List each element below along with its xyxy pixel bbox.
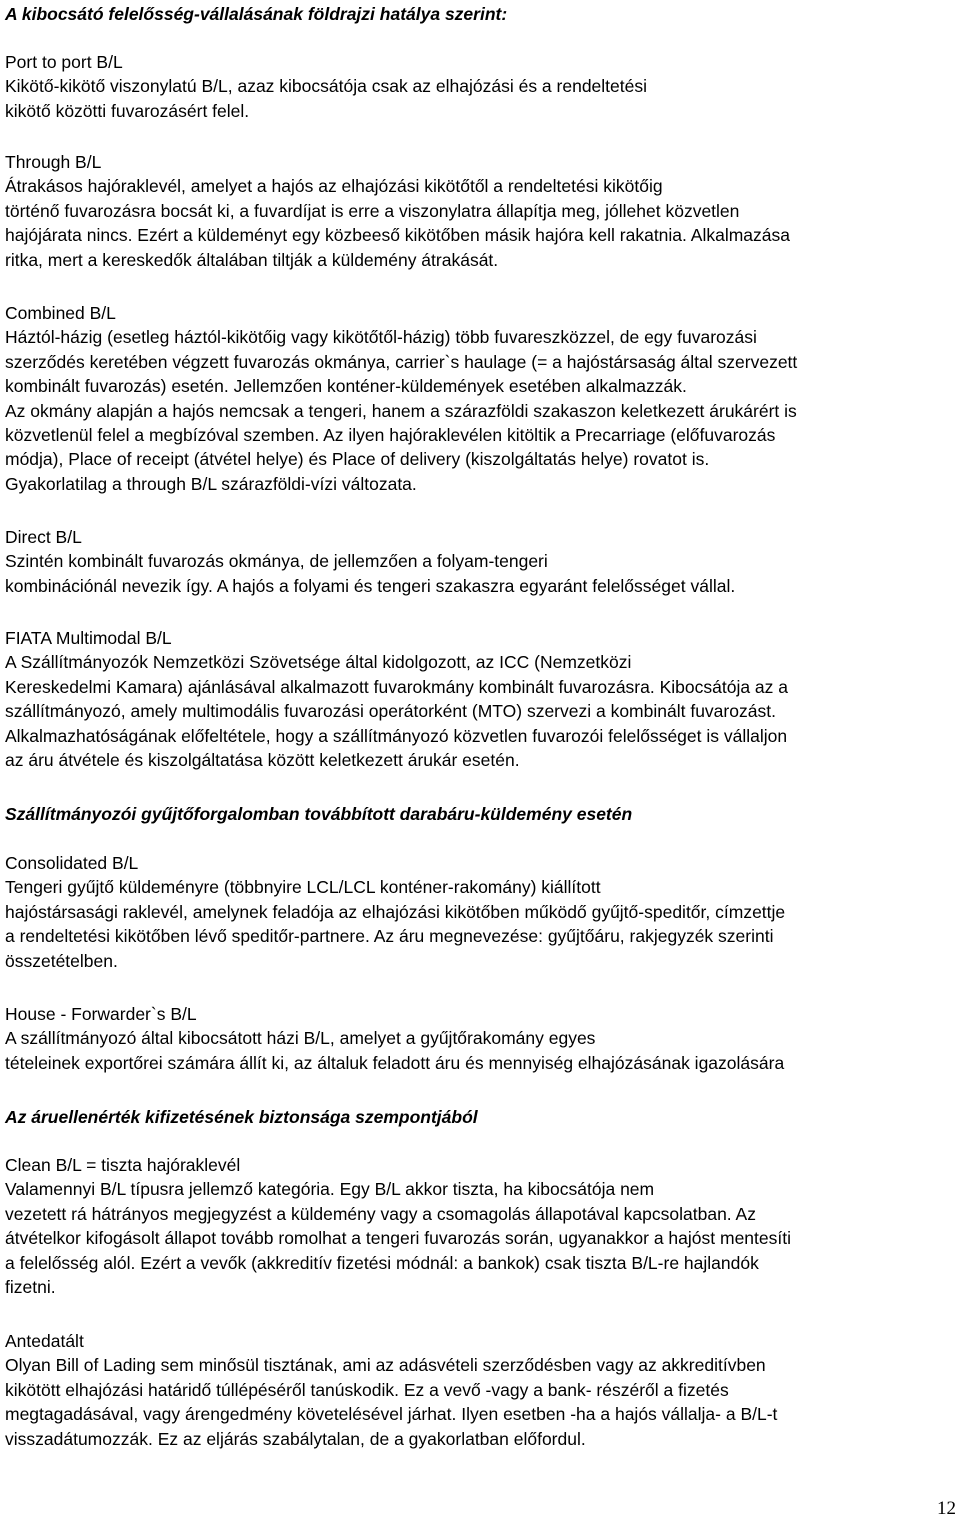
text-line: Kikötő-kikötő viszonylatú B/L, azaz kibocsátója csak az elhajózási és a rendeltetési <box>5 76 647 97</box>
text-line: fizetni. <box>5 1277 56 1298</box>
page-number: 12 <box>937 1498 956 1519</box>
text-line: kombinációnál nevezik így. A hajós a folyami és tengeri szakaszra egyaránt felelősséget vállal. <box>5 575 736 596</box>
text-line: A szállítmányozó által kibocsátott házi B/L, amelyet a gyűjtőrakomány egyes <box>5 1028 596 1049</box>
text-line: kikötött elhajózási határidő túllépéséről tanúskodik. Ez a vevő -vagy a bank- részéről a fizetés <box>5 1379 729 1400</box>
text-line: kombinált fuvarozás) esetén. Jellemzően konténer-küldemények esetében alkalmazzák. <box>5 376 687 397</box>
text-line: hajóstársasági raklevél, amelynek feladója az elhajózási kikötőben működő gyűjtő-speditőr, címzettje <box>5 901 786 922</box>
block-title: Consolidated B/L <box>5 853 139 873</box>
block-title: Combined B/L <box>5 303 116 323</box>
section-heading-payment-security: Az áruellenérték kifizetésének biztonsága szempontjából <box>5 1107 478 1127</box>
text-line: Olyan Bill of Lading sem minősül tisztának, ami az adásvételi szerződésben vagy az akkreditívben <box>5 1355 766 1376</box>
text-line: a rendeltetési kikötőben lévő speditőr-partnere. Az áru megnevezése: gyűjtőáru, rakjegyzék szerinti <box>5 926 774 947</box>
block-combined <box>5 301 797 496</box>
block-antedated <box>5 1329 777 1451</box>
text-line: történő fuvarozásra bocsát ki, a fuvardíjat is erre a viszonylatra állapítja meg, jóllehet közvetlen <box>5 200 740 221</box>
block-title: House - Forwarder`s B/L <box>5 1004 197 1024</box>
text-line: ritka, mert a kereskedők általában tiltják a küldemény átrakását. <box>5 249 499 270</box>
text-line: az áru átvétele és kiszolgáltatása között keletkezett árukár esetén. <box>5 750 520 771</box>
text-line: Gyakorlatilag a through B/L szárazföldi-vízi változata. <box>5 473 417 494</box>
text-line: közvetlenül felel a megbízóval szemben. Az ilyen hajóraklevélen kitöltik a Precarriage (előfuvarozás <box>5 425 776 446</box>
block-title: Antedatált <box>5 1331 84 1351</box>
block-title: Port to port B/L <box>5 52 123 72</box>
section-heading-forwarder-consolidation: Szállítmányozói gyűjtőforgalomban továbbított darabáru-küldemény esetén <box>5 804 633 824</box>
block-port-to-port <box>5 50 647 123</box>
text-line: Az okmány alapján a hajós nemcsak a tengeri, hanem a szárazföldi szakaszon keletkezett árukárért is <box>5 400 797 421</box>
block-title: FIATA Multimodal B/L <box>5 628 172 648</box>
block-title: Through B/L <box>5 152 102 172</box>
text-line: összetételben. <box>5 950 118 971</box>
text-line: Szintén kombinált fuvarozás okmánya, de jellemzően a folyam-tengeri <box>5 551 548 572</box>
text-line: Háztól-házig (esetleg háztól-kikötőig vagy kikötőtől-házig) több fuvareszközzel, de egy fuvarozási <box>5 327 757 348</box>
block-house-forwarder <box>5 1002 784 1075</box>
text-line: vezetett rá hátrányos megjegyzést a küldemény vagy a csomagolás állapotával kapcsolatban. Az <box>5 1203 756 1224</box>
section-heading-geographic-scope: A kibocsátó felelősség-vállalásának földrajzi hatálya szerint: <box>5 4 508 24</box>
text-line: szerződés keretében végzett fuvarozás okmánya, carrier`s haulage (= a hajóstársaság által szervezett <box>5 351 798 372</box>
text-line: átvételkor kifogásolt állapot tovább romolhat a tengeri fuvarozás során, ugyanakkor a hajóst mentesíti <box>5 1228 791 1249</box>
text-line: kikötő közötti fuvarozásért felel. <box>5 100 250 121</box>
text-line: megtagadásával, vagy árengedmény követelésével járhat. Ilyen esetben -ha a hajós vállalja- a B/L-t <box>5 1404 778 1425</box>
block-direct <box>5 525 735 598</box>
block-title: Clean B/L = tiszta hajóraklevél <box>5 1155 241 1175</box>
text-line: Tengeri gyűjtő küldeményre (többnyire LCL/LCL konténer-rakomány) kiállított <box>5 877 601 898</box>
text-line: a felelősség alól. Ezért a vevők (akkreditív fizetési módnál: a bankok) csak tiszta B/L-re hajlandók <box>5 1252 759 1273</box>
text-line: Kereskedelmi Kamara) ajánlásával alkalmazott fuvarokmány kombinált fuvarozásra. Kibocsátója az a <box>5 676 789 697</box>
text-line: Átrakásos hajóraklevél, amelyet a hajós az elhajózási kikötőtől a rendeltetési kikötőig <box>5 176 663 197</box>
text-line: visszadátumozzák. Ez az eljárás szabálytalan, de a gyakorlatban előfordul. <box>5 1428 586 1449</box>
text-line: Valamennyi B/L típusra jellemző kategória. Egy B/L akkor tiszta, ha kibocsátója nem <box>5 1179 655 1200</box>
text-line: módja), Place of receipt (átvétel helye) és Place of delivery (kiszolgáltatás helye) rovatot is. <box>5 449 710 470</box>
text-line: A Szállítmányozók Nemzetközi Szövetsége által kidolgozott, az ICC (Nemzetközi <box>5 652 632 673</box>
block-title: Direct B/L <box>5 527 82 547</box>
block-consolidated <box>5 851 785 973</box>
block-through <box>5 150 790 272</box>
text-line: hajójárata nincs. Ezért a küldeményt egy közbeeső kikötőben másik hajóra kell rakatnia. Alkalmazása <box>5 225 790 246</box>
text-line: szállítmányozó, amely multimodális fuvarozási operátorként (MTO) szervezi a kombinált fuvarozást. <box>5 701 776 722</box>
block-clean <box>5 1153 791 1299</box>
text-line: Alkalmazhatóságának előfeltétele, hogy a szállítmányozó közvetlen fuvarozói felelősséget is vállaljon <box>5 725 788 746</box>
block-fiata <box>5 626 788 772</box>
text-line: tételeinek exportőrei számára állít ki, az általuk feladott áru és mennyiség elhajózásának igazolására <box>5 1052 785 1073</box>
